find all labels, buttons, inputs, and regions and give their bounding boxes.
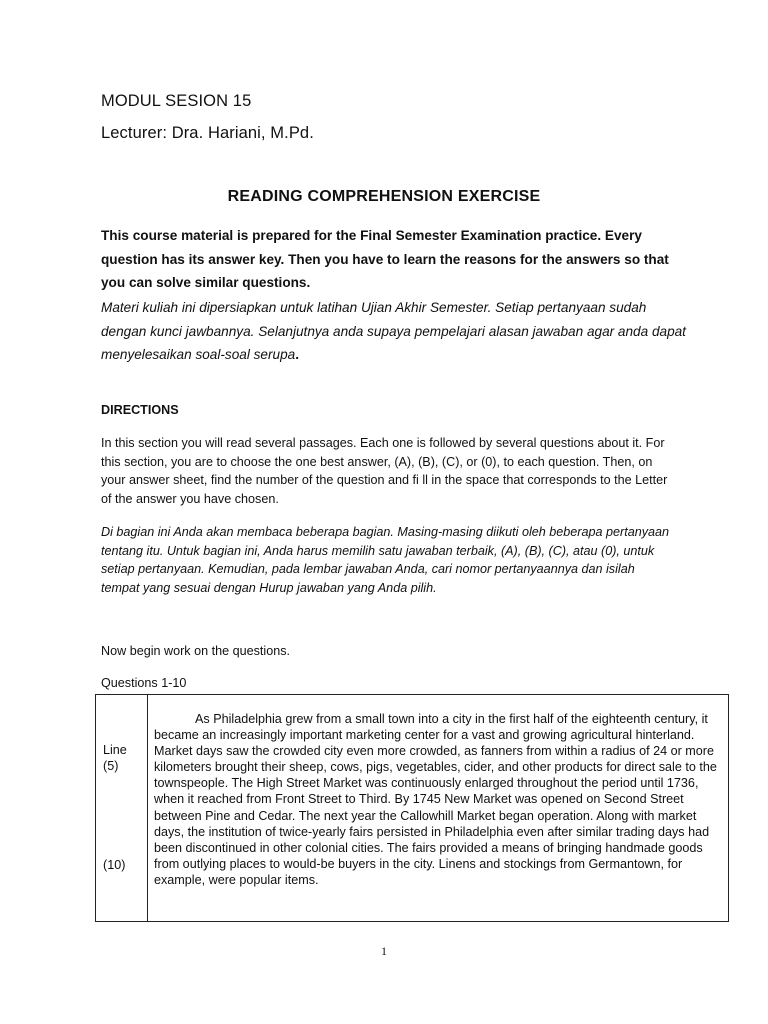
intro-indonesian-period: . (295, 347, 299, 362)
line-number-5: (5) (103, 759, 119, 773)
line-label: Line (103, 743, 127, 757)
intro-indonesian (101, 296, 691, 367)
directions-indonesian: Di bagian ini Anda akan membaca beberapa bagian. Masing-masing diikuti oleh beberapa pertanyaan tentang itu. Untuk bagian ini, Anda harus memilih satu jawaban terbaik, (A), (B), (C), atau (0), untuk setiap pertanyaan. Kemudian, pada lembar jawaban Anda, cari nomor pertanyaannya dan isilah tempat yang sesuai dengan Hurup jawaban yang Anda pilih. (101, 525, 670, 595)
lecturer-name: Lecturer: Dra. Hariani, M.Pd. (101, 124, 314, 142)
exercise-heading: READING COMPREHENSION EXERCISE (227, 188, 541, 205)
passage-table (95, 694, 729, 922)
line-number-10: (10) (103, 858, 126, 872)
passage-paragraph: As Philadelphia grew from a small town into a city in the first half of the eighteenth century, it became an increasingly important marketing center for a vast and growing agricultural hinterland. Market days saw the crowded city even more crowded, as fanners from within a radius of 24 or more kilometers brought their sheep, cows, pigs, vegetables, cider, and other products for direct sale to the townspeople. The High Street Market was continuously enlarged throughout the period until 1736, when it reached from Front Street to Third. By 1745 New Market was opened on Second Street between Pine and Cedar. The next year the Callowhill Market began operation. Along with market days, the institution of twice-yearly fairs persisted in Philadelphia even after similar trading days had been discontinued in other colonial cities. The fairs provided a means of bringing handmade goods from outlying places to would-be buyers in the city. Linens and stockings from Germantown, for example, were popular items. (154, 712, 717, 887)
directions-heading: DIRECTIONS (101, 403, 179, 417)
directions-english: In this section you will read several passages. Each one is followed by several questions about it. For this section, you are to choose the one best answer, (A), (B), (C), or (0), to each question. Then, on your answer sheet, find the number of the question and fi ll in the space that corresponds to the Letter of the answer you have chosen. (101, 436, 668, 506)
intro-indonesian-text: Materi kuliah ini dipersiapkan untuk latihan Ujian Akhir Semester. Setiap pertanyaan sudah dengan kunci jawbannya. Selanjutnya anda supaya pempelajari alasan jawaban agar anda dapat menyelesaikan soal-soal serupa (101, 300, 686, 362)
module-title: MODUL SESION 15 (101, 92, 252, 110)
begin-instruction: Now begin work on the questions. (101, 644, 291, 658)
line-number-column (96, 695, 148, 921)
reading-passage (154, 711, 724, 888)
questions-range-label: Questions 1-10 (101, 676, 187, 690)
intro-english: This course material is prepared for the Final Semester Examination practice. Every question has its answer key. Then you have to learn the reasons for the answers so that you can solve similar questions. (101, 228, 669, 290)
page-number: 1 (381, 944, 387, 958)
